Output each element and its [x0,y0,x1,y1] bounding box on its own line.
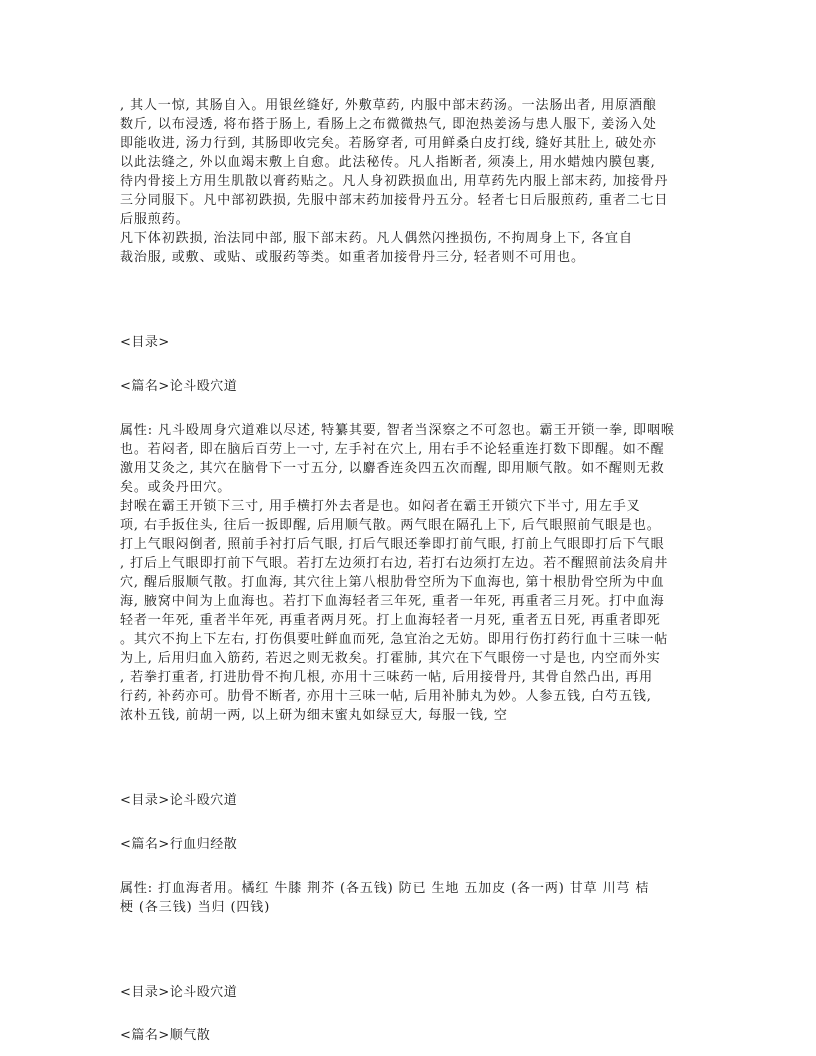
article-title: <篇名>顺气散 [120,1028,211,1043]
body-paragraph: , 其人一惊, 其肠自入。用银丝缝好, 外敷草药, 内服中部末药汤。一法肠出者, 用原酒酿 数斤, 以布浸透, 将布搭于肠上, 看肠上之布微微热气, 即泡热姜汤与患人服下, 姜汤入处 即能收进, 汤力行到, 其肠即收完矣。若肠穿者, 可用鲜桑白皮打线, 缝好其肚上, 破处亦 以此法缝之, 外以血竭末敷上自愈。此法秘传。凡人指断者, 须凑上, 用水蜡烛内膜包裹, 待内骨接上方用生肌散以膏药贴之。凡人身初跌损血出, 用草药先内服上部末药, 加接骨丹 三分同服下。凡中部初跌损, 先服中部末药加接骨丹五分。轻者七日后服煎药, 重者二七日 后服煎药。 [120,98,669,227]
spacer [120,396,698,421]
spacer [120,810,698,835]
body-paragraph: 封喉在霸王开锁下三寸, 用手横打外去者是也。如闷者在霸王开锁穴下半寸, 用左手叉 项, 右手扳住头, 往后一扳即醒, 后用顺气散。两气眼在隔孔上下, 后气眼照前气眼是也。 打上气眼闷倒者, 照前手衬打后气眼, 打后气眼还拳即打前气眼, 打前上气眼即打后下气眼 , 打后上气眼即打前下气眼。若打左边须打右边, 若打右边须打左边。若不醒照前法灸肩井 穴, 醒后服顺气散。打血海, 其穴往上第八根肋骨空所为下血海也, 第十根肋骨空所为中血 海, 腋窝中间为上血海也。若打下血海轻者三年死, 重者一年死, 再重者三月死。打中血海 轻者一年死, 重者半年死, 再重者两月死。打上血海轻者一月死, 重者五日死, 再重者即死 。其穴不拘上下左右, 打伤俱要吐鲜血而死, 急宜治之无妨。即用行伤打药行血十三味一帖 为上, 后用归血入筋药, 若迟之则无救矣。打霍肺, 其穴在下气眼傍一寸是也, 内空而外实 , 若拳打重者, 打进肋骨不拘几根, 亦用十三味药一帖, 后用接骨丹, 其骨自然凸出, 再用 行药, 补药亦可。肋骨不断者, 亦用十三味一帖, 后用补肺丸为妙。人参五钱, 白芍五钱, 浓朴五钱, 前胡一两, 以上研为细末蜜丸如绿豆大, 每服一钱, 空 [120,499,669,723]
spacer [120,352,698,377]
body-paragraph: 属性: 打血海者用。橘红 牛膝 荆芥 (各五钱) 防已 生地 五加皮 (各一两) 甘草 川芎 桔 梗 (各三钱) 当归 (四钱) [120,881,650,915]
spacer [120,725,698,791]
spacer [120,854,698,879]
catalog-heading: <目录>论斗殴穴道 [120,985,238,1000]
body-paragraph: 属性: 凡斗殴周身穴道难以尽述, 特纂其要, 智者当深察之不可忽也。霸王开锁一拳, 即咽喉 也。若闷者, 即在脑后百劳上一寸, 左手衬在穴上, 用右手不论轻重连打数下即醒。如不醒 激用艾灸之, 其穴在脑骨下一寸五分, 以麝香连灸四五次而醒, 即用顺气散。如不醒则无救 矣。或灸丹田穴。 [120,423,675,495]
body-paragraph: 凡下体初跌损, 治法同中部, 服下部末药。凡人偶然闪挫损伤, 不拘周身上下, 各宜自 裁治服, 或敷、或贴、或服药等类。如重者加接骨丹三分, 轻者则不可用也。 [120,231,633,265]
spacer [120,267,698,333]
spacer [120,1002,698,1026]
article-title: <篇名>行血归经散 [120,837,238,852]
spacer [120,917,698,983]
article-title: <篇名>论斗殴穴道 [120,379,238,394]
catalog-heading: <目录> [120,335,170,350]
document-page [120,96,698,1045]
catalog-heading: <目录>论斗殴穴道 [120,793,238,808]
